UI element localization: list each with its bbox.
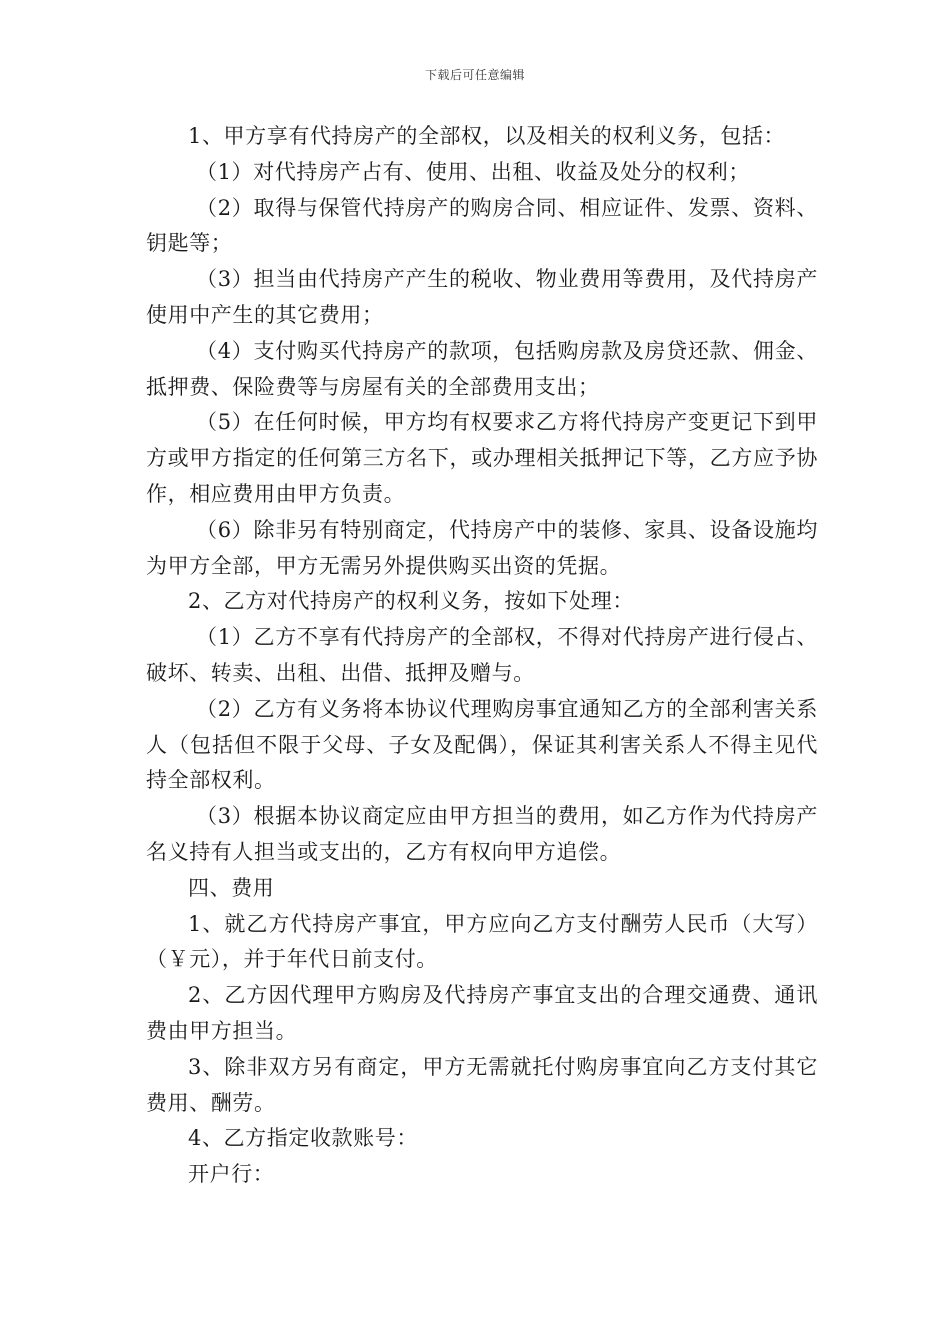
clause-1-item-4: （4）支付购买代持房产的款项，包括购房款及房贷还款、佣金、抵押费、保险费等与房屋有关的全部费用支出； bbox=[146, 338, 818, 399]
clause-1-item-6: （6）除非另有特别商定，代持房产中的装修、家具、设备设施均为甲方全部，甲方无需另外提供购买出资的凭据。 bbox=[146, 517, 818, 578]
clause-1-item-1: （1）对代持房产占有、使用、出租、收益及处分的权利； bbox=[196, 159, 750, 184]
fees-item-2: 2、乙方因代理甲方购房及代持房产事宜支出的合理交通费、通讯费由甲方担当。 bbox=[146, 983, 818, 1043]
fees-item-1: 1、就乙方代持房产事宜，甲方应向乙方支付酬劳人民币（大写）（￥元），并于年代日前支付。 bbox=[146, 911, 818, 972]
clause-1-heading: 1、甲方享有代持房产的全部权，以及相关的权利义务，包括： bbox=[188, 124, 786, 148]
fees-item-3: 3、除非双方另有商定，甲方无需就托付购房事宜向乙方支付其它费用、酬劳。 bbox=[146, 1054, 818, 1115]
clause-2-item-1: （1）乙方不享有代持房产的全部权，不得对代持房产进行侵占、破坏、转卖、出租、出借、抵押及赠与。 bbox=[146, 625, 818, 685]
clause-2-heading: 2、乙方对代持房产的权利义务，按如下处理： bbox=[188, 589, 634, 614]
bank-label: 开户行： bbox=[188, 1162, 275, 1187]
clause-1-item-3: （3）担当由代持房产产生的税收、物业费用等费用，及代持房产使用中产生的其它费用； bbox=[146, 267, 818, 327]
clause-1-item-5: （5）在任何时候，甲方均有权要求乙方将代持房产变更记下到甲方或甲方指定的任何第三方名下，或办理相关抵押记下等，乙方应予协作，相应费用由甲方负责。 bbox=[146, 410, 818, 506]
clause-2-item-2: （2）乙方有义务将本协议代理购房事宜通知乙方的全部利害关系人（包括但不限于父母、子女及配偶），保证其利害关系人不得主见代持全部权利。 bbox=[146, 696, 818, 793]
fees-item-4: 4、乙方指定收款账号： bbox=[188, 1126, 418, 1151]
clause-1-item-2: （2）取得与保管代持房产的购房合同、相应证件、发票、资料、钥匙等； bbox=[146, 195, 818, 256]
clause-2-item-3: （3）根据本协议商定应由甲方担当的费用，如乙方作为代持房产名义持有人担当或支出的，乙方有权向甲方追偿。 bbox=[146, 804, 818, 864]
page-header-note: 下载后可任意编辑 bbox=[424, 68, 525, 82]
document-body bbox=[146, 119, 818, 1193]
section-fees-heading: 四、费用 bbox=[188, 875, 275, 900]
